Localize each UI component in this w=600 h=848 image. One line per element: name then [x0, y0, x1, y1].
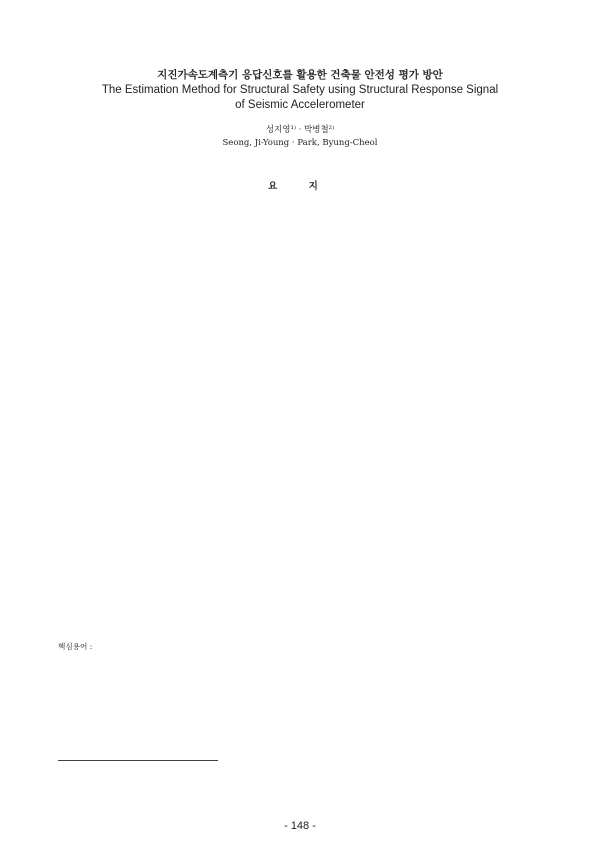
- page-number: - 148 -: [284, 820, 316, 832]
- title-korean: 지진가속도계측기 응답신호를 활용한 건축물 안전성 평가 방안: [157, 69, 443, 81]
- keywords: [58, 640, 542, 655]
- title-english-line-2: of Seismic Accelerometer: [235, 99, 365, 111]
- authors-english: Seong, Ji-Young · Park, Byung-Cheol: [222, 138, 378, 148]
- keywords-label: 핵심용어 :: [58, 642, 93, 651]
- title-english-line-1: The Estimation Method for Structural Safety using Structural Response Signal: [101, 84, 499, 96]
- footnote-divider: [58, 760, 218, 761]
- title-block: [60, 68, 540, 113]
- abstract-heading: 요 지: [268, 181, 332, 192]
- authors-korean: 성지영¹⁾ · 박병철²⁾: [265, 125, 335, 135]
- author-block: [60, 124, 540, 150]
- abstract-body: [58, 200, 542, 202]
